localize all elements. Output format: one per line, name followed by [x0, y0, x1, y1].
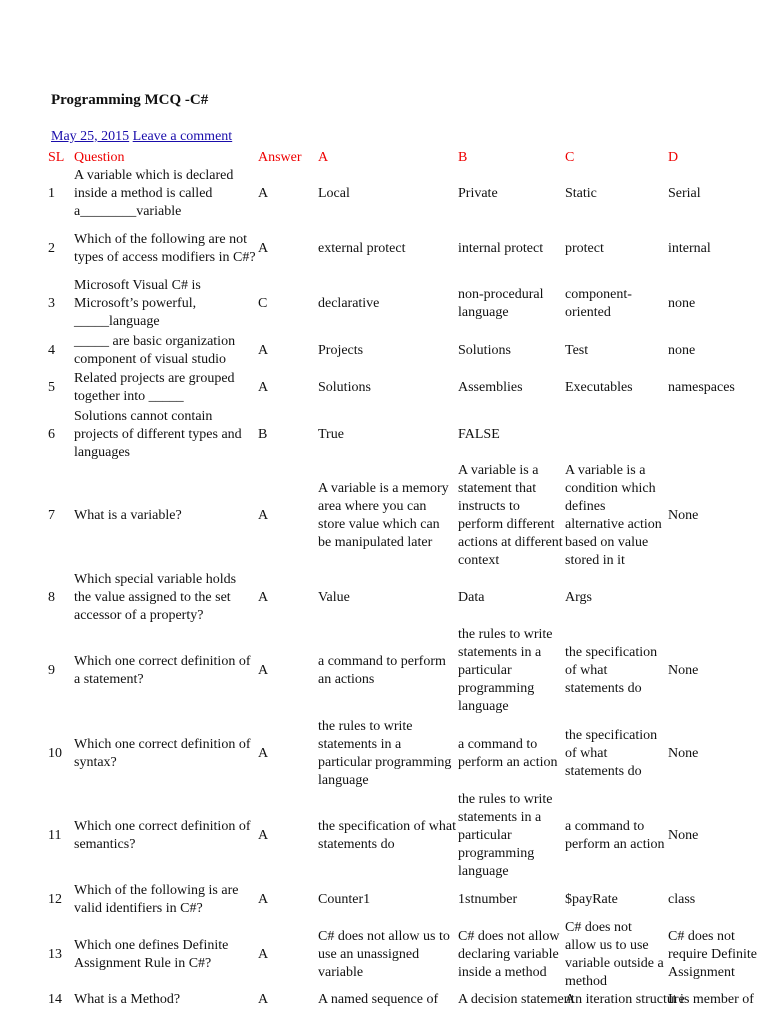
cell-option-c: a command to perform an action — [565, 819, 665, 852]
header-sl: SL — [48, 149, 65, 165]
cell-option-d — [667, 570, 769, 626]
table-row — [47, 369, 769, 407]
cell-answer: B — [258, 426, 268, 442]
cell-answer: A — [258, 745, 269, 761]
cell-sl: 14 — [48, 992, 62, 1007]
cell-sl: 6 — [48, 426, 55, 442]
cell-option-c: the specification of what statements do — [565, 645, 658, 696]
cell-question: _____ are basic organization component of visual studio — [74, 333, 236, 367]
cell-option-b: a command to perform an action — [458, 736, 558, 770]
cell-option-b: Assemblies — [458, 380, 523, 395]
cell-option-b: FALSE — [458, 426, 500, 442]
cell-option-b: C# does not allow declaring variable inside a method — [458, 929, 560, 980]
cell-question: Which of the following is are valid identifiers in C#? — [74, 883, 239, 916]
cell-option-a: declarative — [318, 296, 380, 311]
cell-question: Which one correct definition of a statement? — [74, 654, 251, 687]
table-row — [47, 221, 769, 276]
cell-answer: A — [258, 342, 269, 358]
cell-option-a: A variable is a memory area where you can store value which can be manipulated later — [318, 481, 449, 550]
cell-question: Which of the following are not types of access modifiers in C#? — [74, 231, 256, 265]
cell-option-c: the specification of what statements do — [565, 727, 658, 779]
table-row — [47, 570, 769, 626]
cell-option-d: None — [668, 663, 699, 678]
cell-sl: 5 — [48, 380, 55, 395]
cell-option-a: Counter1 — [318, 892, 371, 907]
cell-option-c: A variable is a condition which defines alternative action based on value stored in it — [565, 463, 662, 568]
cell-question: What is a Method? — [74, 992, 181, 1007]
cell-answer: A — [258, 947, 269, 962]
header-b: B — [458, 149, 468, 165]
cell-option-c: Args — [565, 590, 592, 605]
cell-answer: A — [258, 590, 269, 605]
cell-option-a: Solutions — [318, 380, 371, 395]
cell-answer: A — [258, 508, 269, 523]
mcq-table — [47, 148, 769, 1011]
cell-option-b: the rules to write statements in a particular programming language — [458, 627, 553, 714]
cell-option-a: a command to perform an actions — [318, 654, 446, 687]
cell-option-a: Local — [318, 186, 350, 201]
table-row — [47, 919, 769, 991]
cell-option-d: class — [668, 892, 696, 907]
cell-sl: 10 — [48, 745, 62, 761]
cell-question: Microsoft Visual C# is Microsoft’s powerful, _____language — [74, 278, 201, 329]
cell-option-b: A variable is a statement that instructs to perform different actions at different context — [458, 463, 563, 568]
cell-sl: 3 — [48, 296, 55, 311]
header-row — [47, 148, 769, 167]
table-row — [47, 167, 769, 221]
cell-option-a: the rules to write statements in a particular programming language — [318, 718, 452, 788]
cell-answer: A — [258, 828, 269, 843]
cell-option-a: True — [318, 426, 344, 442]
cell-sl: 13 — [48, 947, 62, 962]
cell-question: Solutions cannot contain projects of different types and languages — [74, 408, 242, 460]
cell-sl: 7 — [48, 508, 55, 523]
header-answer: Answer — [258, 149, 302, 165]
cell-option-d — [667, 407, 769, 462]
cell-option-c — [564, 407, 667, 462]
cell-option-d: None — [668, 828, 699, 843]
cell-option-b: A decision statement — [458, 992, 575, 1007]
cell-option-c: Static — [565, 186, 597, 201]
cell-option-b: Private — [458, 186, 498, 201]
cell-question: Which special variable holds the value assigned to the set accessor of a property? — [74, 572, 237, 623]
cell-answer: A — [258, 892, 269, 907]
header-question: Question — [74, 149, 125, 165]
cell-option-a: the specification of what statements do — [318, 819, 457, 852]
cell-answer: C — [258, 296, 268, 311]
cell-answer: A — [258, 380, 269, 395]
cell-option-b: non-procedural language — [458, 287, 544, 320]
page-title: Programming MCQ -C# — [51, 92, 209, 108]
table-row — [47, 462, 769, 570]
cell-sl: 8 — [48, 590, 55, 605]
header-c: C — [565, 149, 575, 165]
table-row — [47, 991, 769, 1011]
table-row — [47, 791, 769, 881]
table-row — [47, 626, 769, 716]
cell-option-c: C# does not allow us to use variable outside a method — [565, 920, 664, 989]
cell-option-d: none — [668, 296, 696, 311]
table-row — [47, 881, 769, 919]
cell-option-b: internal protect — [458, 240, 544, 256]
cell-sl: 12 — [48, 892, 62, 907]
cell-question: Which one correct definition of semantics? — [74, 819, 251, 852]
cell-option-c: An iteration structure — [565, 992, 685, 1007]
cell-option-a: C# does not allow us to use an unassigned variable — [318, 929, 450, 980]
cell-option-d: Serial — [668, 186, 701, 201]
leave-comment-link[interactable]: Leave a comment — [132, 129, 233, 144]
cell-option-b: 1stnumber — [458, 892, 518, 907]
cell-question: Which one defines Definite Assignment Rule in C#? — [74, 938, 229, 971]
cell-question: Which one correct definition of syntax? — [74, 736, 251, 770]
table-row — [47, 716, 769, 791]
cell-sl: 4 — [48, 342, 55, 358]
cell-option-a: external protect — [318, 240, 406, 256]
cell-option-b: the rules to write statements in a particular programming language — [458, 792, 553, 879]
cell-option-d: None — [668, 745, 699, 761]
cell-sl: 1 — [48, 186, 55, 201]
cell-question: Related projects are grouped together into _____ — [74, 371, 235, 404]
header-d: D — [668, 149, 679, 165]
cell-sl: 11 — [48, 828, 62, 843]
cell-option-c: $payRate — [565, 892, 618, 907]
cell-option-b: Solutions — [458, 342, 511, 358]
cell-option-d: internal — [668, 240, 711, 256]
cell-sl: 9 — [48, 663, 55, 678]
cell-option-c: Executables — [565, 380, 633, 395]
cell-option-c: component-oriented — [565, 287, 632, 320]
table-row — [47, 332, 769, 369]
cell-option-d: none — [668, 342, 696, 358]
cell-question: What is a variable? — [74, 508, 182, 523]
cell-option-c: protect — [565, 240, 604, 256]
cell-option-a: A named sequence of — [318, 992, 439, 1007]
cell-option-d: C# does not require Definite Assignment — [668, 929, 758, 980]
cell-answer: A — [258, 186, 269, 201]
cell-sl: 2 — [48, 240, 55, 256]
cell-answer: A — [258, 240, 269, 256]
cell-option-a: Value — [318, 590, 350, 605]
cell-option-d: namespaces — [668, 380, 735, 395]
cell-option-d: None — [668, 508, 699, 523]
cell-option-b: Data — [458, 590, 485, 605]
header-a: A — [318, 149, 329, 165]
cell-option-a: Projects — [318, 342, 364, 358]
post-meta — [51, 129, 232, 145]
table-row — [47, 407, 769, 462]
table-row — [47, 276, 769, 332]
cell-option-d: It is member of — [668, 992, 754, 1007]
date-link[interactable]: May 25, 2015 — [51, 129, 130, 144]
cell-answer: A — [258, 992, 269, 1007]
cell-answer: A — [258, 663, 269, 678]
cell-question: A variable which is declared inside a method is called a________variable — [74, 168, 234, 219]
cell-option-c: Test — [565, 342, 589, 358]
